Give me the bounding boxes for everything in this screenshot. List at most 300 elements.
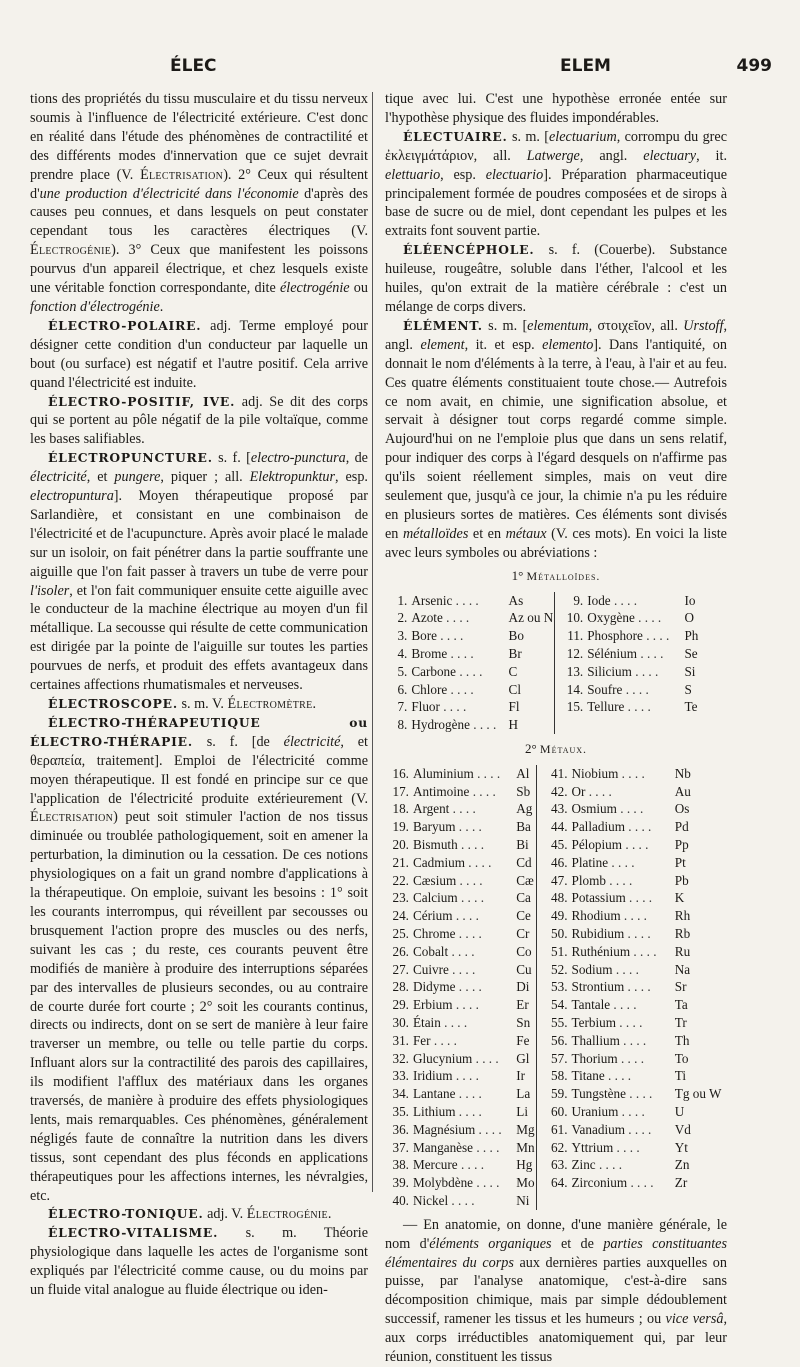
element-number: 60. — [551, 1103, 568, 1119]
element-name: Arsenic . . . . — [411, 592, 479, 608]
element-number: 14. — [566, 681, 584, 697]
element-name: Lithium . . . . — [412, 1103, 482, 1119]
element-symbol: Hg — [516, 1156, 536, 1174]
element-symbol: Mg — [516, 1121, 535, 1137]
element-symbol: Pb — [674, 872, 689, 888]
element-name: Lantane . . . . — [412, 1086, 482, 1102]
entry-electro-tonique: ÉLECTRO-TONIQUE. adj. V. Électrogénie. — [48, 1206, 332, 1223]
element-name: Oxygène . . . . — [587, 610, 662, 626]
element-name: Cobalt . . . . — [412, 943, 475, 959]
leader-dots: . . . . — [625, 681, 649, 697]
element-name: Étain . . . . — [412, 1015, 468, 1030]
element-name: Palladium . . . . — [571, 819, 652, 835]
element-name: Zirconium . . . . — [571, 1175, 654, 1191]
element-row — [385, 627, 725, 645]
element-symbol: Sn — [516, 1014, 536, 1032]
leader-dots: . . . . — [446, 610, 470, 626]
element-symbol: Co — [516, 943, 536, 961]
leader-dots: . . . . — [633, 943, 657, 959]
leader-dots: . . . . — [458, 1086, 482, 1102]
leader-dots: . . . . — [451, 943, 475, 959]
element-number: 19. — [392, 819, 409, 835]
leader-dots: . . . . — [628, 1121, 652, 1137]
element-name: Thallium . . . . — [571, 1032, 647, 1048]
leader-dots: . . . . — [478, 1121, 502, 1137]
element-name: Magnésium . . . . — [412, 1121, 502, 1137]
entry-electropuncture: ÉLECTROPUNCTURE. s. f. [electro-punctura, de électricité, et pungere, piquer ; all. Elektropunktur, esp. electropuntura]. Moyen thérapeutique proposé par Sarlandière, et consistant en une combinaison de l'électricité et de l'acupuncture. Après avoir placé le malade sur un isoloir, on fait pénétrer dans la partie souffrante une aiguille que l'on fait passer à travers un tube de verre pour l'isoler, et l'on fait communiquer ensuite cette aiguille avec le conducteur de la machine électrique au moyen d'un fil métallique. La secousse qui résulte de cette communication est dirigée par la pointe de l'aiguille sur toutes les parties pourvues de nerfs, et produit des effets avantageux dans certaines affections rhumatismales et nerveuses. — [30, 450, 368, 694]
element-symbol: Cd — [516, 854, 536, 872]
element-symbol: Na — [674, 961, 691, 977]
element-number: 55. — [551, 1015, 568, 1030]
element-number: 9. — [573, 592, 584, 608]
element-number: 7. — [397, 699, 408, 715]
element-number: 36. — [392, 1121, 409, 1137]
leader-dots: . . . . — [613, 592, 638, 608]
element-name: Argent . . . . — [412, 801, 476, 817]
element-number: 21. — [392, 854, 409, 870]
element-row — [385, 1156, 725, 1174]
element-name: Silicium . . . . — [587, 663, 659, 679]
element-row — [385, 925, 725, 943]
element-number: 25. — [392, 926, 409, 942]
element-row — [385, 681, 725, 699]
element-number: 8. — [397, 717, 408, 733]
element-number: 64. — [551, 1175, 568, 1191]
element-number: 30. — [392, 1015, 409, 1030]
element-number: 59. — [551, 1086, 568, 1102]
element-row — [385, 1085, 725, 1103]
element-symbol: Vd — [674, 1121, 691, 1137]
element-number: 27. — [392, 961, 409, 977]
leader-dots: . . . . — [455, 1068, 479, 1084]
element-number: 4. — [397, 645, 408, 661]
element-row — [385, 1014, 725, 1032]
element-row — [385, 783, 725, 801]
element-symbol: Th — [674, 1032, 690, 1048]
element-row — [385, 1192, 725, 1210]
leader-dots: . . . . — [443, 699, 467, 715]
leader-dots: . . . . — [615, 961, 639, 977]
element-symbol: Ag — [516, 800, 536, 818]
element-name: Iridium . . . . — [412, 1068, 479, 1084]
element-number: 52. — [551, 961, 568, 977]
leader-dots: . . . . — [609, 872, 633, 888]
element-name: Bore . . . . — [411, 628, 464, 644]
leader-dots: . . . . — [598, 1157, 623, 1173]
element-name: Yttrium . . . . — [571, 1139, 640, 1155]
element-symbol: Er — [516, 996, 536, 1014]
element-name: Cæsium . . . . — [412, 872, 483, 888]
element-number: 32. — [392, 1050, 409, 1066]
element-name: Iode . . . . — [587, 592, 638, 608]
element-number: 23. — [392, 890, 409, 906]
leader-dots: . . . . — [627, 699, 651, 715]
leader-dots: . . . . — [460, 1157, 485, 1173]
element-number: 44. — [551, 819, 568, 835]
headword: ÉLECTRO-THÉRAPEUTIQUE ou ÉLECTRO-THÉRAPIE. — [30, 714, 368, 749]
element-name: Thorium . . . . — [571, 1050, 645, 1066]
headword: ÉLECTRO-POLAIRE. — [48, 317, 202, 333]
entry-electroscope: ÉLECTROSCOPE. s. m. V. Électromètre. — [48, 696, 317, 712]
element-name: Brome . . . . — [411, 645, 474, 661]
element-name: Rhodium . . . . — [571, 908, 647, 924]
element-number: 6. — [397, 681, 408, 697]
element-row — [385, 943, 725, 961]
element-symbol: As — [509, 592, 555, 610]
element-number: 20. — [392, 837, 409, 853]
element-symbol: O — [684, 610, 694, 626]
element-name: Vanadium . . . . — [571, 1121, 652, 1137]
element-number: 37. — [392, 1139, 409, 1155]
entry-electro-vitalisme: ÉLECTRO-VITALISME. s. m. Théorie physiologique dans laquelle les actes de l'organisme sont expliqués par l'électricité comme cause, ou du moins par un fluide vital analogue au fluide électrique ou iden- — [30, 1225, 368, 1299]
element-number: 29. — [392, 997, 409, 1013]
element-symbol: Li — [516, 1103, 536, 1121]
element-name: Terbium . . . . — [571, 1015, 643, 1030]
leader-dots: . . . . — [455, 908, 479, 924]
leader-dots: . . . . — [613, 997, 637, 1013]
leader-dots: . . . . — [455, 997, 479, 1013]
element-row — [385, 609, 725, 627]
element-symbol: H — [509, 716, 555, 734]
element-name: Sélénium . . . . — [587, 645, 664, 661]
headword: ÉLECTUAIRE. — [403, 128, 508, 144]
leader-dots: . . . . — [455, 592, 479, 608]
element-symbol: Mo — [516, 1175, 535, 1191]
element-row — [385, 818, 725, 836]
element-row — [385, 1174, 725, 1192]
headword: ÉLECTROPUNCTURE. — [48, 450, 213, 466]
element-row — [385, 645, 725, 663]
element-number: 13. — [566, 663, 584, 679]
element-number: 28. — [392, 979, 409, 995]
element-symbol: Pd — [674, 819, 689, 835]
element-name: Zinc . . . . — [571, 1157, 623, 1173]
element-name: Niobium . . . . — [571, 765, 645, 781]
element-name: Fer . . . . — [412, 1032, 457, 1048]
element-symbol: To — [674, 1050, 689, 1066]
element-row — [385, 996, 725, 1014]
element-name: Or . . . . — [571, 783, 612, 799]
leader-dots: . . . . — [459, 663, 483, 679]
entry-electuaire: ÉLECTUAIRE. s. m. [electuarium, corrompu du grec ἐκλειγμάτάριον, all. Latwerge, angl. electuary, it. elettuario, esp. electuario]. Préparation pharmaceutique principalement formée de poudres composées et de sirops à base de sucre ou de miel, dont cependant les pulpes et les extraits font souvent partie. — [385, 128, 727, 240]
element-number: 47. — [551, 872, 568, 888]
entry-electro-polaire: ÉLECTRO-POLAIRE. adj. Terme employé pour désigner cette condition d'un conducteur par laquelle un bout (ou surface) est négatif et l'autre positif. Cela arrive quand l'électricité est induite. — [30, 317, 368, 391]
element-symbol: Bi — [516, 836, 536, 854]
element-name: Uranium . . . . — [571, 1103, 645, 1119]
element-number: 26. — [392, 943, 409, 959]
leader-dots: . . . . — [450, 681, 474, 697]
running-header — [30, 56, 772, 86]
element-row — [385, 765, 725, 783]
element-number — [554, 716, 587, 734]
leader-dots: . . . . — [476, 1139, 500, 1155]
leader-dots: . . . . — [638, 610, 662, 626]
element-symbol: Te — [684, 699, 698, 715]
element-number: 10. — [566, 610, 584, 626]
leader-dots: . . . . — [620, 1050, 645, 1066]
leader-dots: . . . . — [440, 628, 464, 644]
element-symbol: Ir — [516, 1067, 536, 1085]
right-column — [385, 90, 727, 1367]
element-number: 5. — [397, 663, 408, 679]
element-number: 24. — [392, 908, 409, 924]
element-symbol: Ni — [516, 1192, 536, 1210]
element-number: 15. — [566, 699, 584, 715]
leader-dots: . . . . — [646, 628, 670, 644]
element-name: Strontium . . . . — [571, 979, 651, 995]
element-number: 11. — [567, 628, 584, 644]
headword: ÉLECTRO-VITALISME. — [48, 1225, 219, 1241]
element-row — [385, 1067, 725, 1085]
element-symbol: Yt — [674, 1139, 688, 1155]
element-row — [385, 800, 725, 818]
element-symbol: Br — [509, 645, 555, 663]
entry-electro-therapeutique: ÉLECTRO-THÉRAPEUTIQUE ou ÉLECTRO-THÉRAPIE. s. f. [de électricité, et θεραπεία, traitement]. Emploi de l'électricité comme moyen thérapeutique. Il est fondé en principe sur ce que l'application de l'électricité produite extérieurement (V. Électrisation) peut soit stimuler l'action de nos tissus diminuée ou troublée pathologiquement, soit en amener la perturbation, la diminution ou la cessation. De ces notions physiologiques on a fait un grand nombre d'applications à la thérapeutique. On emploie, suivant les besoins : 1° soit les courants interrompus, qui réveillent par secousses ou brusquement l'action propre des muscles ou des nerfs, suivant les cas ; du reste, ces courants peuvent être modifiés de manière à produire des interruptions séparées par des intervalles de plusieurs secondes, ou au contraire de courte durée fort courte ; 2° soit les courants continus, directs ou indirects, dont on se sert de manière à leur faire traverser un membre, ou telle ou telle partie du corps. Influant alors sur la contractilité des parois des capillaires, ils modifient l'afflux des matériaux dans les organes traversés, de manière à produire des effets physiologiques lents, mais remarquables. Ces phénomènes, généralement négligés faute de connaître la nutrition dans les divers tissus, sont cependant des plus féconds en applications thérapeutiques pour les affections internes, les névralgies, etc. — [30, 714, 368, 1204]
element-symbol: Gl — [516, 1050, 536, 1068]
element-symbol: Al — [516, 765, 536, 783]
leader-dots: . . . . — [460, 837, 485, 853]
leader-dots: . . . . — [625, 837, 649, 853]
element-row — [385, 978, 725, 996]
element-name: Tantale . . . . — [571, 997, 637, 1013]
element-row — [385, 592, 725, 610]
element-number: 53. — [551, 979, 568, 995]
element-number: 38. — [392, 1157, 409, 1173]
element-number: 35. — [392, 1103, 409, 1119]
element-name: Pélopium . . . . — [571, 837, 649, 853]
element-number: 48. — [551, 890, 568, 906]
element-symbol: Bo — [509, 627, 555, 645]
element-symbol: Rb — [674, 926, 691, 942]
element-name: Soufre . . . . — [587, 681, 649, 697]
element-name: Carbone . . . . — [411, 663, 483, 679]
element-row — [385, 907, 725, 925]
element-symbol: Fl — [509, 698, 555, 716]
leader-dots: . . . . — [623, 1032, 647, 1048]
leader-dots: . . . . — [460, 890, 485, 906]
element-number — [537, 1192, 572, 1210]
element-name: Aluminium . . . . — [412, 765, 501, 781]
element-number: 46. — [551, 854, 568, 870]
element-name: Chrome . . . . — [412, 926, 482, 942]
left-column — [30, 90, 368, 1300]
element-number: 39. — [392, 1175, 409, 1191]
headword: ÉLÉENCÉPHOLE. — [403, 242, 535, 258]
element-number: 17. — [392, 783, 409, 799]
element-name: Cadmium . . . . — [412, 854, 492, 870]
leader-dots: . . . . — [621, 765, 645, 781]
leader-dots: . . . . — [444, 1015, 468, 1030]
element-name: Molybdène . . . . — [412, 1175, 500, 1191]
element-number: 2. — [397, 610, 408, 626]
element-name: Azote . . . . — [411, 610, 470, 626]
leader-dots: . . . . — [620, 801, 644, 817]
element-symbol: Mn — [516, 1139, 535, 1155]
paragraph-continuation: tique avec lui. C'est une hypothèse erronée entée sur l'hypothèse physique des fluides impondérables. — [385, 91, 727, 126]
element-name: Mercure . . . . — [412, 1157, 485, 1173]
element-row — [385, 872, 725, 890]
element-name: Bismuth . . . . — [412, 837, 485, 853]
element-name: Plomb . . . . — [571, 872, 633, 888]
element-number: 61. — [551, 1121, 568, 1137]
element-row — [385, 663, 725, 681]
leader-dots: . . . . — [468, 854, 492, 870]
element-symbol: La — [516, 1085, 536, 1103]
leader-dots: . . . . — [458, 979, 482, 995]
element-number: 56. — [551, 1032, 568, 1048]
element-name: Chlore . . . . — [411, 681, 474, 697]
element-symbol: Ph — [684, 628, 699, 644]
leader-dots: . . . . — [619, 1015, 643, 1030]
element-symbol: Cæ — [516, 872, 536, 890]
element-symbol: Zr — [674, 1175, 688, 1191]
element-row — [385, 1032, 725, 1050]
element-symbol: Az ou N — [508, 610, 554, 626]
element-number: 51. — [551, 943, 568, 959]
leader-dots: . . . . — [476, 1175, 500, 1191]
leader-dots: . . . . — [630, 1175, 654, 1191]
element-name: Antimoine . . . . — [412, 783, 496, 799]
element-number: 18. — [392, 801, 409, 817]
element-symbol: Rh — [674, 908, 691, 924]
leader-dots: . . . . — [640, 645, 664, 661]
element-name: Cuivre . . . . — [412, 961, 476, 977]
element-symbol: K — [674, 890, 685, 906]
leader-dots: . . . . — [451, 1192, 475, 1208]
metaux-heading: 2° Métaux. — [524, 740, 588, 756]
header-right-word: ELEM — [560, 56, 611, 76]
element-name: Manganèse . . . . — [412, 1139, 500, 1155]
element-number: 62. — [551, 1139, 568, 1155]
leader-dots: . . . . — [616, 1139, 640, 1155]
element-row — [385, 1121, 725, 1139]
element-row — [385, 854, 725, 872]
element-name: Osmium . . . . — [571, 801, 644, 817]
entry-eleencephole: ÉLÉENCÉPHOLE. s. f. (Couerbe). Substance huileuse, rougeâtre, soluble dans l'éther, l'alcool et les huiles, qu'on extrait de la matière cérébrale : c'est un mélange de corps divers. — [385, 242, 727, 315]
element-symbol: Pt — [674, 854, 686, 870]
element-symbol: U — [674, 1103, 685, 1119]
element-number: 22. — [392, 872, 409, 888]
element-symbol: Zn — [674, 1157, 690, 1173]
element-symbol: Nb — [674, 765, 691, 781]
leader-dots: . . . . — [433, 1032, 457, 1048]
leader-dots: . . . . — [458, 1103, 482, 1119]
element-name: Baryum . . . . — [412, 819, 482, 835]
leader-dots: . . . . — [629, 1086, 653, 1102]
metalloides-table — [385, 592, 725, 734]
element-name: Erbium . . . . — [412, 997, 479, 1013]
element-symbol: Sr — [674, 979, 687, 995]
element-symbol: Si — [684, 663, 696, 679]
element-symbol: Tg ou W — [674, 1086, 722, 1102]
header-left-word: ÉLEC — [170, 56, 217, 76]
element-symbol: Ba — [516, 818, 536, 836]
headword: ÉLECTROSCOPE. — [48, 696, 178, 711]
element-number: 1. — [397, 592, 408, 608]
leader-dots: . . . . — [475, 1050, 499, 1066]
leader-dots: . . . . — [628, 819, 652, 835]
element-name — [587, 716, 684, 734]
element-name: Nickel . . . . — [412, 1192, 475, 1208]
element-number: 34. — [392, 1086, 409, 1102]
element-row — [385, 1139, 725, 1157]
element-name: Hydrogène . . . . — [411, 717, 497, 733]
leader-dots: . . . . — [588, 783, 612, 799]
leader-dots: . . . . — [621, 1103, 645, 1119]
element-row — [385, 1103, 725, 1121]
element-name: Tellure . . . . — [587, 699, 651, 715]
leader-dots: . . . . — [452, 961, 476, 977]
paragraph-anatomie: — En anatomie, on donne, d'une manière générale, le nom d'éléments organiques et de parties constituantes élémentaires du corps aux dernières parties auxquelles on puisse, par l'analyse anatomique, c'est-à-dire sans décomposition chimique, mais par simple dédoublement successif, ramener les tissus et les humeurs ; ou vice versâ, aux corps irréductibles anatomiquement qui, par leur réunion, constituent les tissus — [385, 1216, 727, 1366]
element-symbol: Os — [674, 801, 690, 817]
element-symbol: Ti — [674, 1068, 687, 1084]
element-name: Titane . . . . — [571, 1068, 632, 1084]
metaux-table — [385, 765, 725, 1210]
element-symbol — [675, 1192, 725, 1210]
leader-dots: . . . . — [635, 663, 659, 679]
element-number: 63. — [551, 1157, 568, 1173]
element-number: 43. — [551, 801, 568, 817]
leader-dots: . . . . — [458, 819, 482, 835]
element-name: Fluor . . . . — [411, 699, 467, 715]
element-name: Potassium . . . . — [571, 890, 653, 906]
leader-dots: . . . . — [472, 783, 496, 799]
element-row — [385, 961, 725, 979]
element-name: Cérium . . . . — [412, 908, 479, 924]
element-symbol: Au — [674, 783, 691, 799]
leader-dots: . . . . — [608, 1068, 632, 1084]
element-number: 50. — [551, 926, 568, 942]
headword: ÉLECTRO-TONIQUE. — [48, 1206, 204, 1222]
element-number: 58. — [551, 1068, 568, 1084]
element-name: Tungstène . . . . — [571, 1086, 653, 1102]
element-number: 45. — [551, 837, 568, 853]
leader-dots: . . . . — [477, 765, 501, 781]
element-number: 57. — [551, 1050, 568, 1066]
element-symbol: Cl — [509, 681, 555, 699]
element-row — [385, 716, 725, 734]
element-symbol: Cu — [516, 961, 536, 979]
element-number: 42. — [551, 783, 568, 799]
element-symbol: Tr — [674, 1015, 687, 1030]
element-number: 40. — [392, 1192, 409, 1208]
element-row — [385, 1050, 725, 1068]
leader-dots: . . . . — [450, 645, 474, 661]
headword: ÉLECTRO-POSITIF, IVE. — [48, 393, 236, 409]
page-number: 499 — [736, 56, 772, 76]
element-row — [385, 889, 725, 907]
element-symbol: Ru — [674, 943, 691, 959]
metalloides-heading: 1° Métalloïdes. — [511, 567, 601, 583]
element-symbol: Ta — [674, 997, 688, 1013]
headword: ÉLÉMENT. — [403, 317, 483, 333]
paragraph-continuation: tions des propriétés du tissu musculaire et du tissu nerveux soumis à l'influence de l'électricité extérieure. C'est donc en réalité dans l'étude des phénomènes de contractilité et des différents modes d'innervation que ce sujet devrait prendre place (V. Électrisation). 2° Ceux qui résultent d'une production d'électricité dans l'économie d'après des causes peu connues, et dans lesquels on peut constater cependant tous les caractères électriques (V. Électrogénie). 3° Ceux que manifestent les poissons pourvus d'un appareil électrique, et chez lesquels existe une véritable fonction correspondante, dite électrogénie ou fonction d'électrogénie. — [30, 91, 368, 315]
element-number: 16. — [392, 765, 409, 781]
leader-dots: . . . . — [458, 926, 482, 942]
element-number: 49. — [551, 908, 568, 924]
element-row — [385, 698, 725, 716]
element-number: 54. — [551, 997, 568, 1013]
leader-dots: . . . . — [623, 908, 647, 924]
element-symbol: Io — [684, 592, 696, 608]
element-number: 31. — [392, 1032, 409, 1048]
leader-dots: . . . . — [611, 854, 635, 870]
element-symbol: Ce — [516, 907, 536, 925]
column-divider — [372, 92, 373, 1192]
element-name: Didyme . . . . — [412, 979, 482, 995]
element-symbol — [684, 716, 725, 734]
element-symbol: Di — [516, 978, 536, 996]
